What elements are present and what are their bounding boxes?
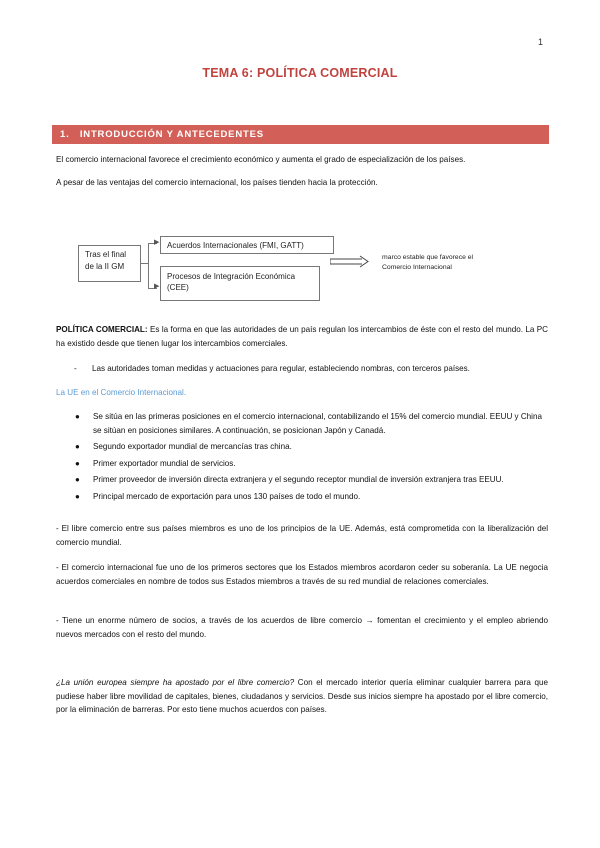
politica-comercial-paragraph — [56, 323, 548, 350]
bullet-icon: ● — [75, 491, 80, 501]
section-title: INTRODUCCIÓN Y ANTECEDENTES — [79, 129, 264, 140]
list-item-text: Primer proveedor de inversión directa extranjera y el segundo receptor mundial de inversión extranjera tras EEUU. — [93, 475, 504, 484]
list-item-text: Segundo exportador mundial de mercancías tras china. — [93, 442, 292, 451]
final-answer: Con el mercado interior quería eliminar cualquier barrera para que pudiese haber libre movilidad de capitales, bienes, ciudadanos y servicios. Desde sus inicios siempre ha apostado por el libre comercio, por la eliminación de barreras. Por esto tiene muchos acuerdos con países. — [56, 678, 549, 714]
paragraph-soberania: - El comercio internacional fue uno de los primeros sectores que los Estados miembros acordaron ceder su soberanía. La UE negocia acuerdos comerciales en nombre de todos sus Estados miembros a través de su red mundial de relaciones comerciales. — [56, 563, 548, 586]
paragraph-libre-comercio: - El libre comercio entre sus países miembros es uno de los principios de la UE. Además, está comprometida con la liberalización del comercio mundial. — [56, 524, 548, 547]
page-number: 1 — [538, 37, 544, 47]
list-item-text: Se sitúa en las primeras posiciones en el comercio internacional, contabilizando el 15% del comercio mundial. EEUU y China se sitúan en posiciones similares. A continuación, se posicionan Japón y Canadá. — [93, 412, 542, 435]
bullet-icon: ● — [75, 475, 80, 484]
section-heading — [52, 125, 549, 144]
arrow-head-icon: ▶ — [154, 239, 160, 246]
list-item — [75, 440, 548, 454]
paragraph-socios: - Tiene un enorme número de socios, a través de los acuerdos de libre comercio → fomentan el crecimiento y el empleo abriendo nuevos mercados con el resto del mundo. — [56, 616, 548, 639]
page-title: TEMA 6: POLÍTICA COMERCIAL — [202, 66, 398, 80]
list-item-text: Primer exportador mundial de servicios. — [93, 458, 236, 468]
final-question: ¿La unión europea siempre ha apostado por el libre comercio? — [56, 678, 295, 687]
ue-subheading: La UE en el Comercio Internacional. — [56, 388, 187, 397]
politica-comercial-text: Es la forma en que las autoridades de un país regulan los intercambios de éste con el resto del mundo. La PC ha existido desde que tienen lugar los intercambios comerciales. — [56, 325, 549, 348]
diagram-result-text: marco estable que favorece el Comercio Internacional — [382, 254, 474, 271]
bullet-icon: ● — [75, 412, 80, 421]
section-header-bar — [52, 125, 549, 144]
ue-bullet-list — [75, 410, 548, 503]
intro-paragraph-2: A pesar de las ventajas del comercio internacional, los países tienden hacia la protección. — [56, 178, 378, 187]
section-number: 1. — [60, 129, 70, 140]
diagram-connector — [141, 263, 148, 264]
dash-marker: - — [74, 364, 77, 373]
list-item — [75, 457, 548, 471]
list-item-text: Principal mercado de exportación para unos 130 países de todo el mundo. — [93, 491, 361, 501]
diagram-left-box: Tras el final de la II GM — [78, 245, 141, 282]
list-item — [75, 473, 548, 487]
bullet-icon: ● — [75, 442, 80, 451]
bullet-icon: ● — [75, 458, 80, 468]
intro-paragraph-1: El comercio internacional favorece el crecimiento económico y aumenta el grado de especialización de los países. — [56, 155, 466, 164]
list-item — [75, 410, 548, 437]
politica-dash-item: Las autoridades toman medidas y actuaciones para regular, estableciendo nombras, con terceros países. — [92, 364, 470, 373]
politica-comercial-label: POLÍTICA COMERCIAL: — [56, 325, 148, 334]
arrow-head-icon: ▶ — [154, 283, 160, 290]
double-arrow-icon — [330, 255, 370, 269]
list-item — [75, 490, 548, 504]
final-paragraph — [56, 676, 548, 717]
diagram-bottom-box: Procesos de Integración Económica (CEE) — [160, 266, 320, 301]
diagram-top-box: Acuerdos Internacionales (FMI, GATT) — [160, 236, 334, 254]
